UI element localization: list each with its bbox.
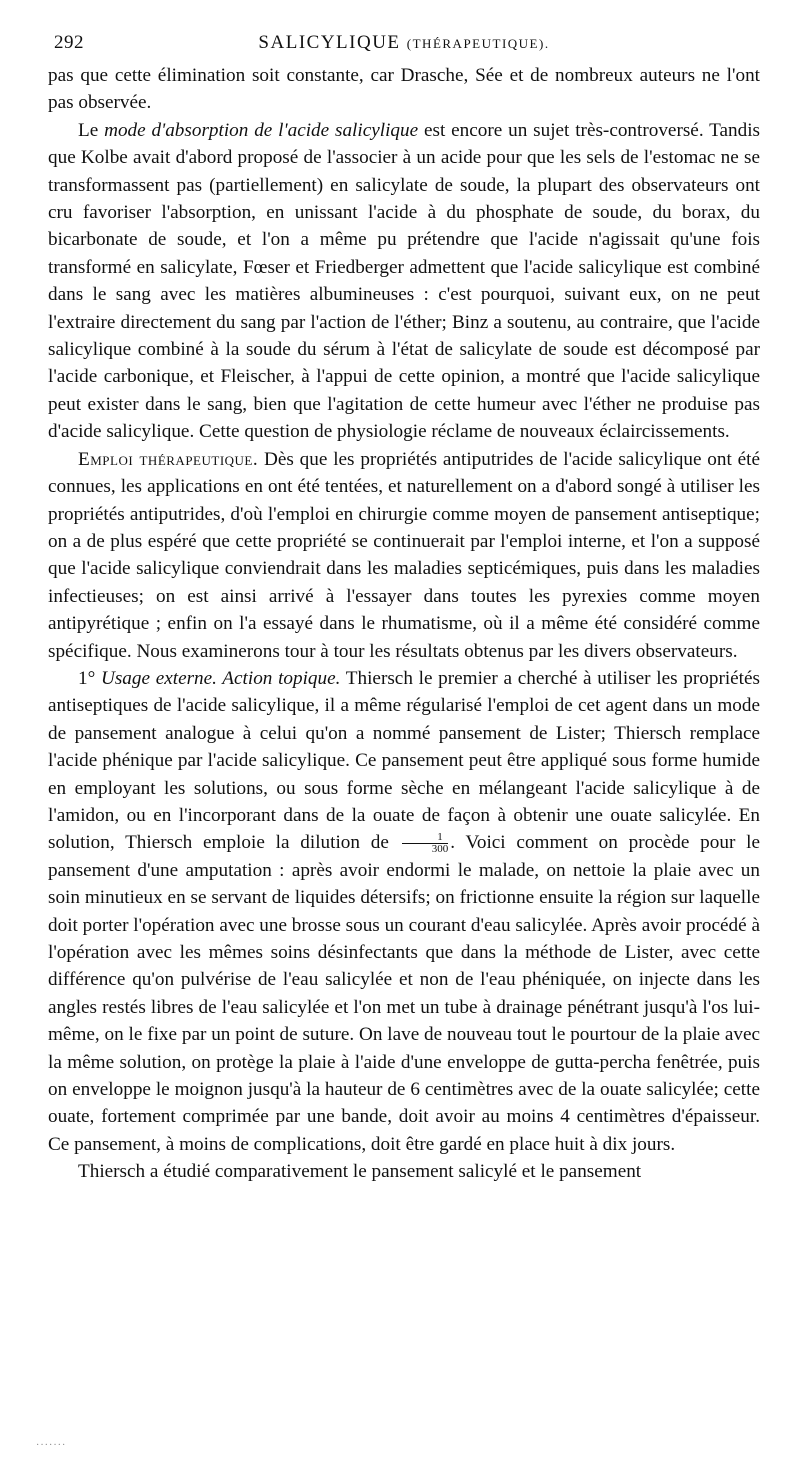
paragraph-absorption bbox=[48, 117, 760, 446]
running-title-sub: (THÉRAPEUTIQUE). bbox=[406, 36, 550, 51]
external-use-text-b: . Voici comment on procède pour le pansement d'une amputation : après avoir endormi le malade, on nettoie la plaie avec un soin minutieux en se servant de liquides détersifs; on frictionne ensuite la région sur laquelle doit porter l'opération avec une brosse sous un courant d'eau salicylée. Après avoir procédé à l'opération avec les mêmes soins désinfectants que dans la méthode de Lister, avec cette différence qu'on pulvérise de l'eau salicylée et non de l'eau phéniquée, on injecte dans les angles restés libres de l'eau salicylée et l'on met un tube à drainage pénétrant jusqu'à l'os lui-même, on le fixe par un point de suture. On lave de nouveau tout le pourtour de la plaie avec la même solution, on protège la plaie à l'aide d'une enveloppe de gutta-percha fenêtrée, puis on enveloppe le moignon jusqu'à la hauteur de 6 centimètres avec de la ouate salicylée; cette ouate, fortement comprimée par une bande, doit avoir au moins 4 centimètres d'épaisseur. Ce pansement, à moins de complications, doit être gardé en place huit à dix jours. bbox=[48, 832, 760, 1155]
paragraph-external-use bbox=[48, 665, 760, 1158]
paragraph-therapeutic-use bbox=[48, 446, 760, 665]
running-header bbox=[48, 28, 760, 62]
external-use-heading: Usage externe. Action topique. bbox=[95, 667, 341, 689]
footer-mark: ······· bbox=[36, 1440, 67, 1451]
fraction-denominator: 300 bbox=[431, 843, 449, 856]
absorption-prefix: Le bbox=[78, 119, 105, 141]
therapeutic-use-heading: Emploi thérapeutique. bbox=[78, 448, 259, 470]
absorption-text: est encore un sujet très-controversé. Tandis que Kolbe avait d'abord proposé de l'associer à un acide pour que les sels de l'estomac ne se transformassent pas (partiellement) en salicylate de soude, la plupart des observateurs ont cru favoriser l'absorption, en unissant l'acide à du phosphate de soude, du borax, du bicarbonate de soude, et l'on a même pu prétendre que l'acide n'agissait qu'une fois transformé en salicylate, Fœser et Friedberger admettent que l'acide salicylique est combiné dans le sang avec les matières albumineuses : c'est pourquoi, suivant eux, on ne peut l'extraire directement du sang par l'action de l'éther; Binz a soutenu, au contraire, que l'acide salicylique combiné à la soude du sérum à l'état de salicylate de soude est décomposé par l'acide carbonique, et Fleischer, à l'appui de cette opinion, a montré que l'acide salicylique peut exister dans le sang, bien que l'agitation de cette humeur avec l'éther ne produise pas d'acide salicylique. Cette question de physiologie réclame de nouveaux éclaircissements. bbox=[48, 119, 760, 443]
external-use-text-a: Thiersch le premier a cherché à utiliser les propriétés antiseptiques de l'acide salicylique, il a même régularisé l'emploi de cet agent dans un mode de pansement analogue à celui qu'on a nommé pansement de Lister; Thiersch remplace l'acide phénique par l'acide salicylique. Ce pansement peut être appliqué sous forme humide en employant les solutions, ou sous forme sèche en mélangeant l'acide salicylique à de l'amidon, ou en l'incorporant dans de la ouate de façon à obtenir une ouate salicylée. En solution, Thiersch emploie la dilution de bbox=[48, 667, 760, 854]
section-number: 1° bbox=[78, 667, 96, 689]
dilution-fraction bbox=[402, 832, 449, 855]
running-title-main: SALICYLIQUE bbox=[258, 32, 401, 53]
running-title bbox=[48, 32, 760, 54]
page-number: 292 bbox=[54, 32, 84, 53]
fraction-numerator: 1 bbox=[402, 832, 449, 844]
body-text bbox=[48, 62, 760, 1186]
document-page bbox=[48, 28, 760, 1186]
therapeutic-use-text: Dès que les propriétés antiputrides de l'acide salicylique ont été connues, les applications en ont été tentées, et naturellement on a d'abord songé à utiliser les propriétés antiputrides, d'où l'emploi en chirurgie comme moyen de pansement antiseptique; on a de plus espéré que cette propriété se continuerait par l'emploi interne, et l'on a supposé que l'acide salicylique conviendrait dans les maladies septicémiques, puis dans les maladies infectieuses; on est ainsi arrivé à l'essayer dans toutes les pyrexies comme moyen antipyrétique ; enfin on l'a essayé dans le rhumatisme, où il a même été considéré comme spécifique. Nous examinerons tour à tour les résultats obtenus par les divers observateurs. bbox=[48, 448, 760, 662]
absorption-term: mode d'absorption de l'acide salicylique bbox=[104, 119, 419, 141]
paragraph-comparison: Thiersch a étudié comparativement le pansement salicylé et le pansement bbox=[78, 1161, 642, 1183]
paragraph-continuation: pas que cette élimination soit constante, car Drasche, Sée et de nombreux auteurs ne l'ont pas observée. bbox=[48, 65, 760, 114]
